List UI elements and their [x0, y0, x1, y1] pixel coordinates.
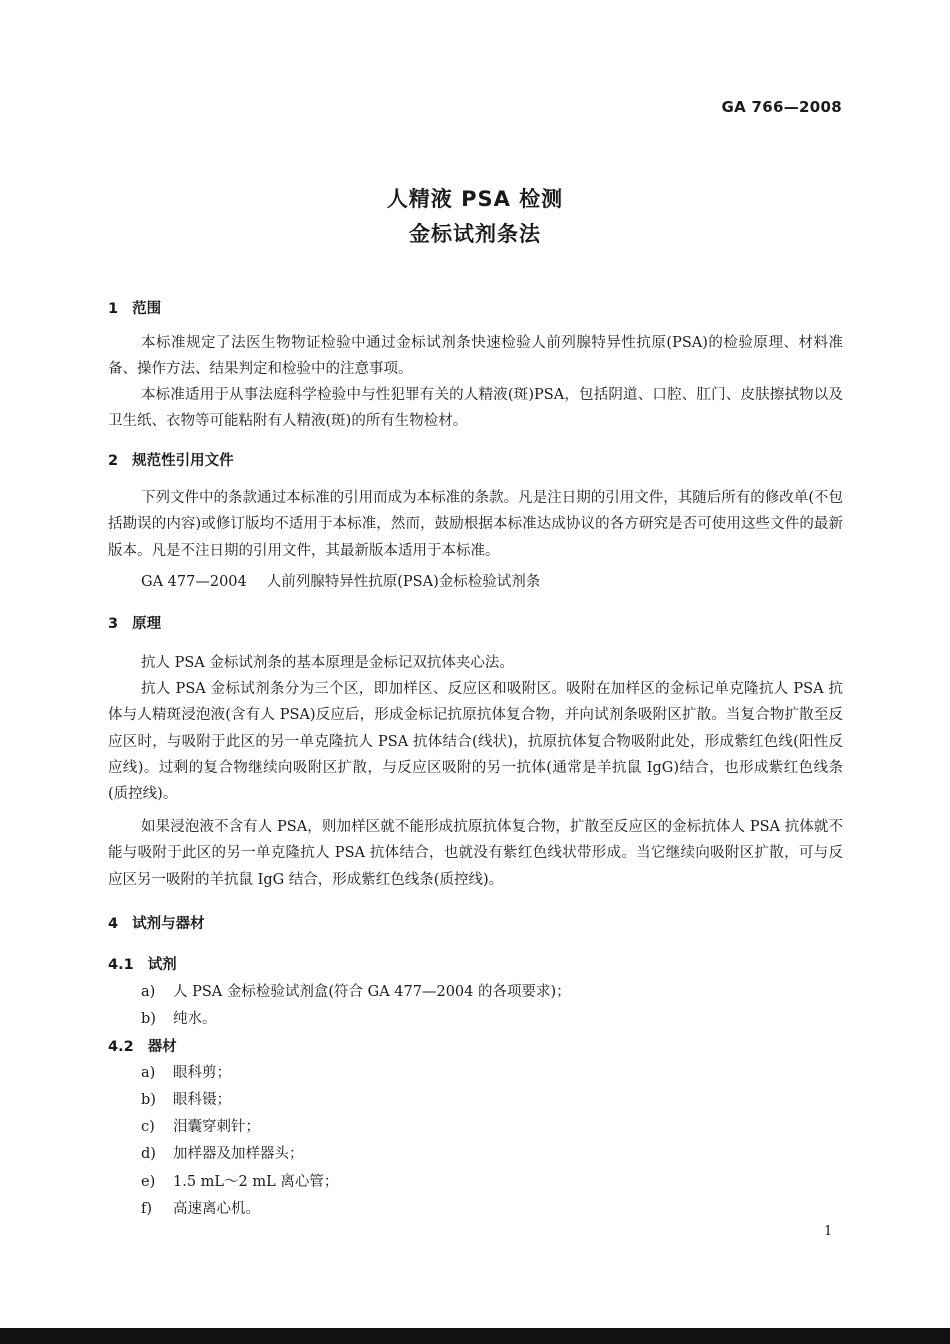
section-3-paragraph-1: 抗人 PSA 金标试剂条的基本原理是金标记双抗体夹心法。 [141, 655, 514, 671]
list-marker: a) [141, 1065, 156, 1081]
subsection-4-2-heading [108, 1035, 177, 1056]
list-marker: a) [141, 984, 156, 1000]
section-1-heading [108, 297, 161, 318]
section-3-paragraph-3: 如果浸泡液不含有人 PSA，则加样区就不能形成抗原抗体复合物，扩散至反应区的金标抗体人 PSA 抗体就不能与吸附于此区的另一单克隆抗人 PSA 抗体结合，也就没有紫红色线状带形成。当它继续向吸附区扩散，可与反应区另一吸附的羊抗鼠 IgG 结合，形成紫红色线条(质控线)。 [108, 819, 843, 888]
subsection-number: 4.2 [108, 1039, 134, 1055]
section-1-paragraph-2: 本标准适用于从事法庭科学检验中与性犯罪有关的人精液(斑)PSA，包括阴道、口腔、肛门、皮肤擦拭物以及卫生纸、衣物等可能粘附有人精液(斑)的所有生物检材。 [108, 387, 843, 430]
reference-title: 人前列腺特异性抗原(PSA)金标检验试剂条 [266, 574, 541, 590]
list-item [141, 1061, 231, 1082]
section-number: 3 [108, 616, 119, 632]
list-text: 纯水。 [173, 1011, 217, 1027]
section-3-paragraph-2: 抗人 PSA 金标试剂条分为三个区，即加样区、反应区和吸附区。吸附在加样区的金标记单克隆抗人 PSA 抗体与人精斑浸泡液(含有人 PSA)反应后，形成金标记抗原抗体复合物，并向试剂条吸附区扩散。当复合物扩散至反应区时，与吸附于此区的另一单克隆抗人 PSA 抗体结合(线状)，抗原抗体复合物吸附此处，形成紫红色线(阳性反应线)。过剩的复合物继续向吸附区扩散，与反应区吸附的另一抗体(通常是羊抗鼠 IgG)结合，也形成紫红色线条(质控线)。 [108, 681, 843, 803]
list-item [141, 1142, 304, 1163]
normative-reference [141, 570, 540, 591]
reference-code: GA 477—2004 [141, 574, 247, 590]
section-1-paragraph-1: 本标准规定了法医生物物证检验中通过金标试剂条快速检验人前列腺特异性抗原(PSA)的检验原理、材料准备、操作方法、结果判定和检验中的注意事项。 [108, 335, 843, 378]
doc-title-line1: 人精液 PSA 检测 [386, 187, 564, 211]
subsection-title: 试剂 [147, 957, 177, 973]
list-text: 眼科剪； [173, 1065, 231, 1081]
list-item [141, 1115, 260, 1136]
section-2-paragraph-1: 下列文件中的条款通过本标准的引用而成为本标准的条款。凡是注日期的引用文件，其随后所有的修改单(不包括勘误的内容)或修订版均不适用于本标准，然而，鼓励根据本标准达成协议的各方研究是否可使用这些文件的最新版本。凡是不注日期的引用文件，其最新版本适用于本标准。 [108, 490, 843, 559]
subsection-number: 4.1 [108, 957, 134, 973]
list-marker: e) [141, 1174, 156, 1190]
page-bottom-bar [0, 1328, 950, 1344]
list-marker: b) [141, 1092, 156, 1108]
subsection-title: 器材 [147, 1039, 177, 1055]
subsection-4-1-heading [108, 953, 177, 974]
list-item [141, 1088, 231, 1109]
section-number: 1 [108, 301, 119, 317]
section-title: 规范性引用文件 [132, 453, 234, 469]
list-item [141, 1197, 260, 1218]
section-4-heading [108, 912, 205, 933]
list-text: 加样器及加样器头； [173, 1146, 304, 1162]
list-text: 眼科镊； [173, 1092, 231, 1108]
list-text: 高速离心机。 [173, 1201, 260, 1217]
page-number: 1 [824, 1224, 833, 1239]
doc-title-line2: 金标试剂条法 [409, 222, 541, 246]
section-number: 2 [108, 453, 119, 469]
list-text: 1.5 mL～2 mL 离心管； [173, 1174, 339, 1190]
list-item [141, 980, 571, 1001]
section-title: 范围 [132, 301, 162, 317]
list-marker: c) [141, 1119, 155, 1135]
section-title: 原理 [132, 616, 162, 632]
standard-code: GA 766—2008 [721, 98, 842, 116]
section-title: 试剂与器材 [132, 916, 205, 932]
list-text: 泪囊穿刺针； [173, 1119, 260, 1135]
list-marker: f) [141, 1201, 153, 1217]
section-2-heading [108, 449, 234, 470]
list-marker: d) [141, 1146, 156, 1162]
list-item [141, 1007, 217, 1028]
list-marker: b) [141, 1011, 156, 1027]
section-number: 4 [108, 916, 119, 932]
list-item [141, 1170, 338, 1191]
list-text: 人 PSA 金标检验试剂盒(符合 GA 477—2004 的各项要求)； [173, 984, 571, 1000]
section-3-heading [108, 612, 161, 633]
